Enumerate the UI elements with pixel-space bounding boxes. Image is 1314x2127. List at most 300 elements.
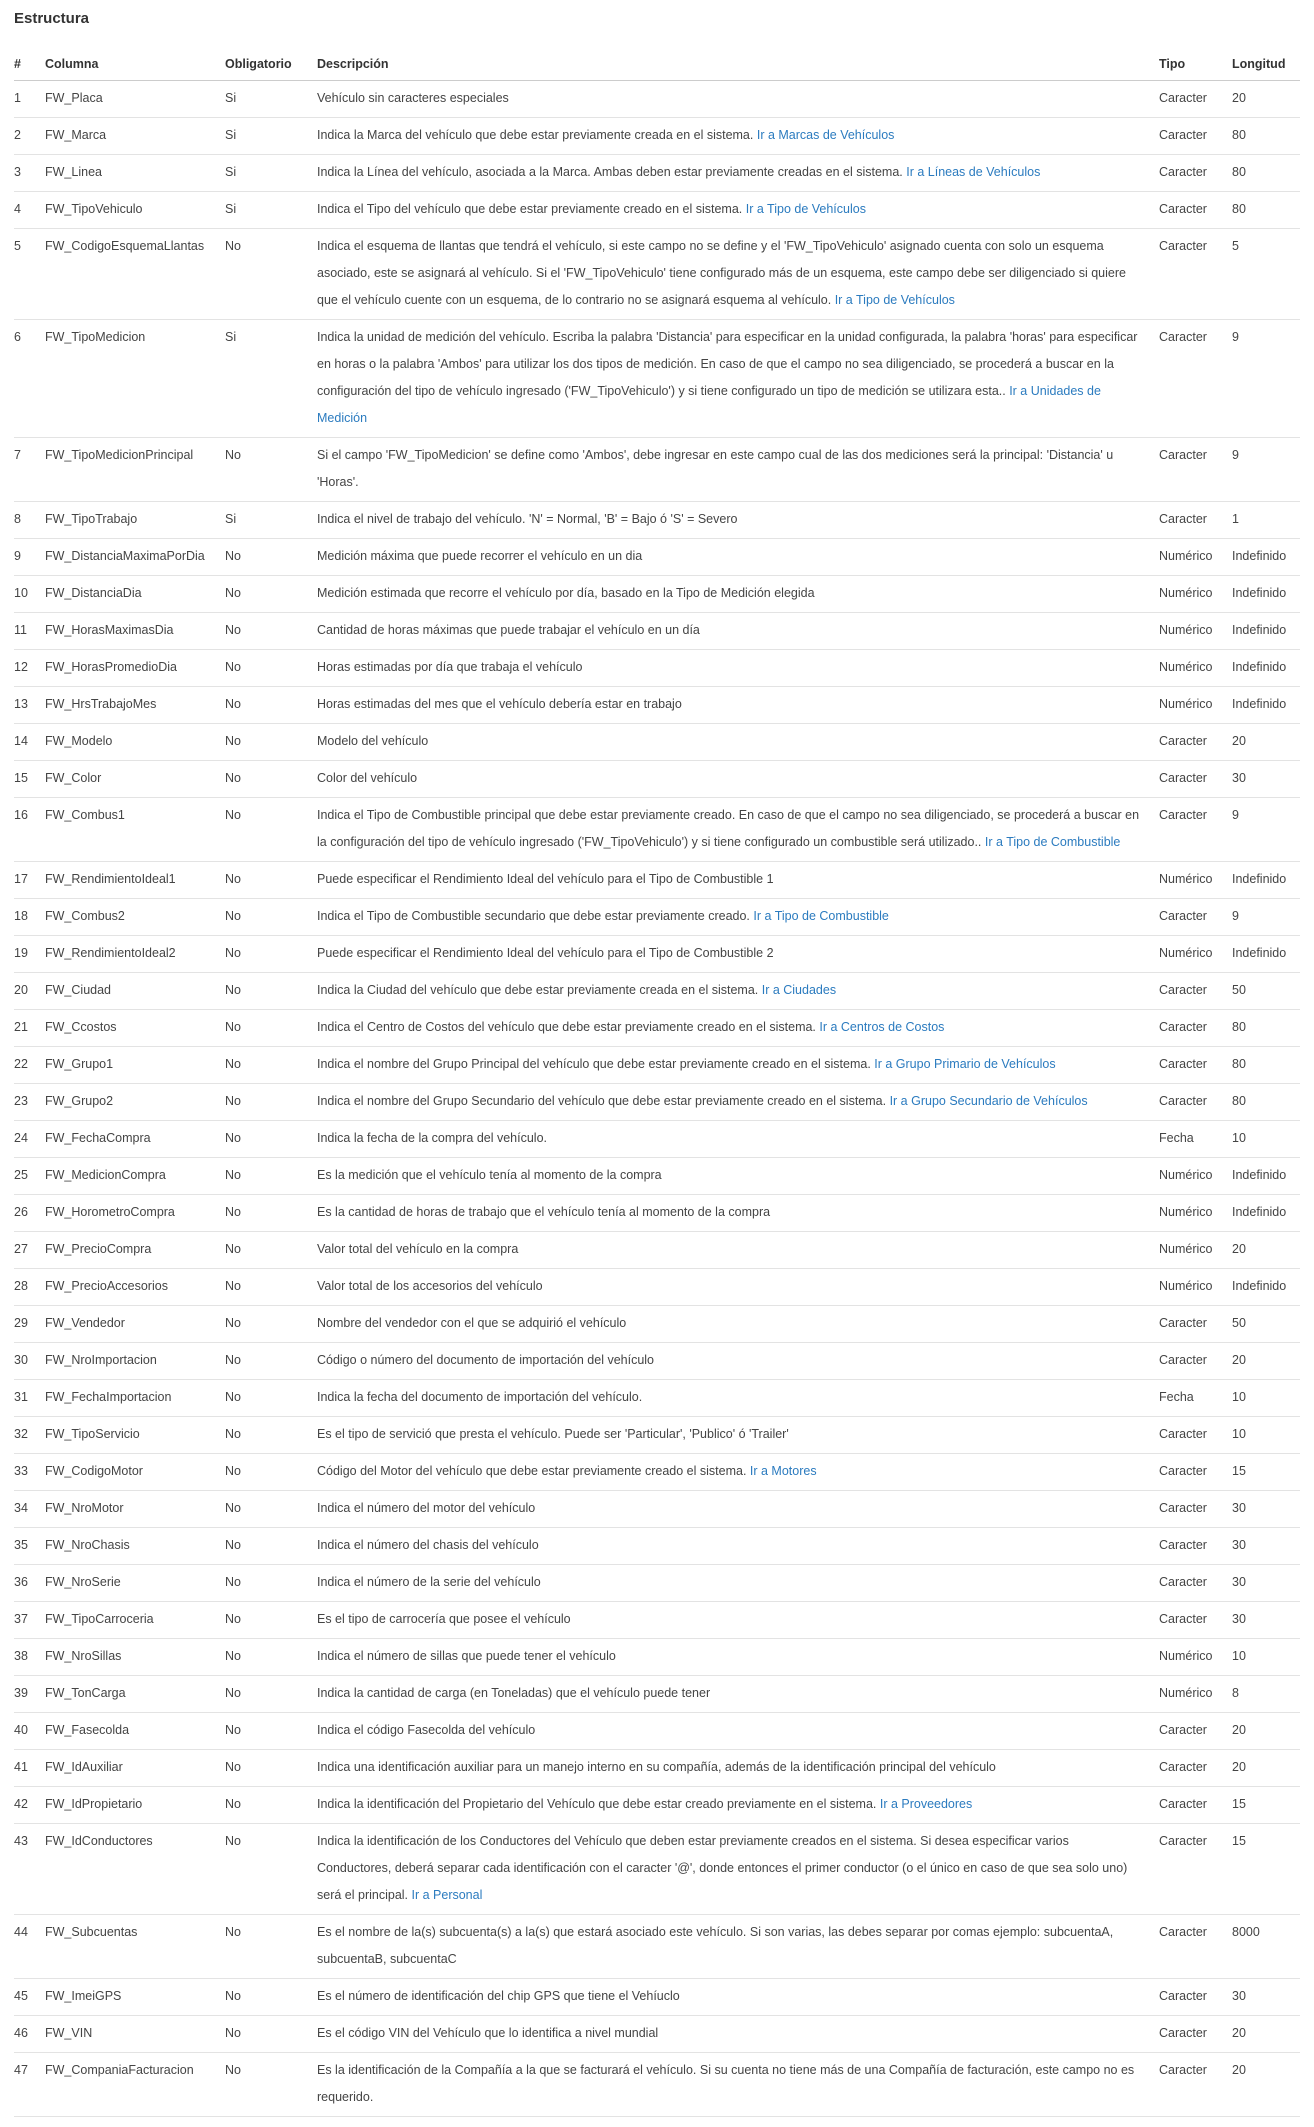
type-cell: Numérico [1159, 1158, 1232, 1195]
column-name-cell: FW_Color [45, 761, 225, 798]
length-cell: 20 [1232, 1713, 1300, 1750]
table-row [14, 539, 1300, 576]
description-text: Indica el Centro de Costos del vehículo que debe estar previamente creado en el sistema. [317, 1020, 820, 1034]
column-name-cell: FW_IdPropietario [45, 1787, 225, 1824]
row-number-cell: 34 [14, 1491, 45, 1528]
column-name-cell: FW_TipoVehiculo [45, 192, 225, 229]
description-text: Indica la Marca del vehículo que debe estar previamente creada en el sistema. [317, 128, 757, 142]
description-cell [317, 539, 1159, 576]
table-row [14, 1565, 1300, 1602]
table-row [14, 1824, 1300, 1915]
row-number-cell: 18 [14, 899, 45, 936]
type-cell: Caracter [1159, 1306, 1232, 1343]
table-row [14, 576, 1300, 613]
required-cell: No [225, 724, 317, 761]
row-number-cell: 28 [14, 1269, 45, 1306]
length-cell: Indefinido [1232, 576, 1300, 613]
row-number-cell: 13 [14, 687, 45, 724]
required-cell: No [225, 1787, 317, 1824]
type-cell: Caracter [1159, 320, 1232, 438]
length-cell: Indefinido [1232, 862, 1300, 899]
table-row [14, 1195, 1300, 1232]
description-link[interactable]: Ir a Motores [749, 1464, 817, 1478]
type-cell: Caracter [1159, 1417, 1232, 1454]
column-name-cell: FW_Modelo [45, 724, 225, 761]
length-cell: 15 [1232, 1454, 1300, 1491]
type-cell: Caracter [1159, 798, 1232, 862]
column-name-cell: FW_NroSerie [45, 1565, 225, 1602]
description-text: Si el campo 'FW_TipoMedicion' se define como 'Ambos', debe ingresar en este campo cual de las dos mediciones será la principal: 'Distancia' u 'Horas'. [317, 448, 1114, 489]
row-number-cell: 9 [14, 539, 45, 576]
description-text: Indica la unidad de medición del vehículo. Escriba la palabra 'Distancia' para especificar en la unidad configurada, la palabra 'horas' para especificar en horas o la palabra 'Ambos' para utilizar los dos tipos de medición. En caso de que el campo no sea diligenciado, se procederá a buscar en la configuración del tipo de vehículo ingresado ('FW_TipoVehiculo') y si tiene configurado un tipo de medición se utilizara esta.. [317, 330, 1138, 398]
length-cell: 8000 [1232, 1915, 1300, 1979]
description-text: Indica el nivel de trabajo del vehículo. 'N' = Normal, 'B' = Bajo ó 'S' = Severo [317, 512, 738, 526]
description-text: Indica la identificación del Propietario del Vehículo que debe estar creado previamente en el sistema. [317, 1797, 880, 1811]
column-name-cell: FW_CodigoEsquemaLlantas [45, 229, 225, 320]
table-row [14, 2016, 1300, 2053]
row-number-cell: 39 [14, 1676, 45, 1713]
table-row [14, 502, 1300, 539]
required-cell: No [225, 1380, 317, 1417]
length-cell: 30 [1232, 1565, 1300, 1602]
description-cell [317, 1565, 1159, 1602]
required-cell: No [225, 1232, 317, 1269]
description-text: Vehículo sin caracteres especiales [317, 91, 509, 105]
required-cell: No [225, 798, 317, 862]
description-text: Indica la Ciudad del vehículo que debe estar previamente creada en el sistema. [317, 983, 762, 997]
description-cell [317, 1713, 1159, 1750]
table-row [14, 1787, 1300, 1824]
required-cell: No [225, 761, 317, 798]
description-text: Puede especificar el Rendimiento Ideal del vehículo para el Tipo de Combustible 1 [317, 872, 774, 886]
description-cell [317, 320, 1159, 438]
description-cell [317, 229, 1159, 320]
description-text: Indica el número del chasis del vehículo [317, 1538, 539, 1552]
description-cell [317, 155, 1159, 192]
table-row [14, 155, 1300, 192]
column-header-descripcion: Descripción [317, 53, 1159, 81]
column-name-cell: FW_TipoMedicion [45, 320, 225, 438]
description-cell [317, 502, 1159, 539]
description-text: Indica la cantidad de carga (en Toneladas) que el vehículo puede tener [317, 1686, 711, 1700]
row-number-cell: 10 [14, 576, 45, 613]
required-cell: No [225, 1676, 317, 1713]
row-number-cell: 5 [14, 229, 45, 320]
row-number-cell: 30 [14, 1343, 45, 1380]
row-number-cell: 46 [14, 2016, 45, 2053]
type-cell: Numérico [1159, 539, 1232, 576]
row-number-cell: 1 [14, 81, 45, 118]
type-cell: Caracter [1159, 1343, 1232, 1380]
description-link[interactable]: Ir a Tipo de Vehículos [745, 202, 866, 216]
column-header-longitud: Longitud [1232, 53, 1300, 81]
length-cell: 10 [1232, 1121, 1300, 1158]
description-cell [317, 862, 1159, 899]
description-cell [317, 1454, 1159, 1491]
required-cell: No [225, 1047, 317, 1084]
description-link[interactable]: Ir a Ciudades [761, 983, 837, 997]
table-row [14, 118, 1300, 155]
length-cell: 30 [1232, 1979, 1300, 2016]
length-cell: 9 [1232, 438, 1300, 502]
description-cell [317, 2016, 1159, 2053]
required-cell: No [225, 1010, 317, 1047]
row-number-cell: 44 [14, 1915, 45, 1979]
description-cell [317, 1915, 1159, 1979]
row-number-cell: 16 [14, 798, 45, 862]
description-cell [317, 724, 1159, 761]
length-cell: 9 [1232, 798, 1300, 862]
column-name-cell: FW_Grupo2 [45, 1084, 225, 1121]
description-text: Código o número del documento de importación del vehículo [317, 1353, 655, 1367]
description-cell [317, 687, 1159, 724]
required-cell: No [225, 1417, 317, 1454]
row-number-cell: 41 [14, 1750, 45, 1787]
column-name-cell: FW_ImeiGPS [45, 1979, 225, 2016]
length-cell: 9 [1232, 899, 1300, 936]
description-text: Nombre del vendedor con el que se adquirió el vehículo [317, 1316, 627, 1330]
row-number-cell: 31 [14, 1380, 45, 1417]
description-cell [317, 613, 1159, 650]
table-row [14, 724, 1300, 761]
description-cell [317, 1676, 1159, 1713]
required-cell: No [225, 1713, 317, 1750]
row-number-cell: 25 [14, 1158, 45, 1195]
required-cell: No [225, 1195, 317, 1232]
length-cell: 30 [1232, 1491, 1300, 1528]
required-cell: No [225, 1121, 317, 1158]
table-row [14, 1639, 1300, 1676]
description-cell [317, 1269, 1159, 1306]
row-number-cell: 2 [14, 118, 45, 155]
description-text: Es la cantidad de horas de trabajo que el vehículo tenía al momento de la compra [317, 1205, 771, 1219]
required-cell: Si [225, 118, 317, 155]
row-number-cell: 7 [14, 438, 45, 502]
column-name-cell: FW_IdAuxiliar [45, 1750, 225, 1787]
description-cell [317, 1602, 1159, 1639]
column-name-cell: FW_NroChasis [45, 1528, 225, 1565]
type-cell: Caracter [1159, 899, 1232, 936]
length-cell: 30 [1232, 1528, 1300, 1565]
column-header-number: # [14, 53, 45, 81]
row-number-cell: 37 [14, 1602, 45, 1639]
type-cell: Caracter [1159, 1454, 1232, 1491]
column-name-cell: FW_Fasecolda [45, 1713, 225, 1750]
row-number-cell: 38 [14, 1639, 45, 1676]
description-link[interactable]: Ir a Tipo de Vehículos [834, 293, 955, 307]
required-cell: No [225, 1528, 317, 1565]
required-cell: No [225, 1639, 317, 1676]
row-number-cell: 43 [14, 1824, 45, 1915]
description-text: Es el número de identificación del chip GPS que tiene el Vehíuclo [317, 1989, 680, 2003]
description-cell [317, 1306, 1159, 1343]
required-cell: No [225, 1269, 317, 1306]
description-text: Indica una identificación auxiliar para un manejo interno en su compañía, además de la identificación principal del vehículo [317, 1760, 996, 1774]
table-row [14, 798, 1300, 862]
type-cell: Fecha [1159, 1121, 1232, 1158]
column-name-cell: FW_Combus2 [45, 899, 225, 936]
table-row [14, 862, 1300, 899]
description-link[interactable]: Ir a Líneas de Vehículos [906, 165, 1041, 179]
column-name-cell: FW_PrecioAccesorios [45, 1269, 225, 1306]
description-text: Es el código VIN del Vehículo que lo identifica a nivel mundial [317, 2026, 659, 2040]
column-name-cell: FW_RendimientoIdeal2 [45, 936, 225, 973]
type-cell: Caracter [1159, 438, 1232, 502]
description-cell [317, 1824, 1159, 1915]
type-cell: Caracter [1159, 2053, 1232, 2117]
required-cell: No [225, 2053, 317, 2117]
required-cell: No [225, 2016, 317, 2053]
table-row [14, 650, 1300, 687]
description-link[interactable]: Ir a Centros de Costos [819, 1020, 945, 1034]
page-title: Estructura [14, 10, 90, 27]
type-cell: Numérico [1159, 1269, 1232, 1306]
required-cell: No [225, 1565, 317, 1602]
length-cell: 20 [1232, 1750, 1300, 1787]
description-text: Valor total de los accesorios del vehículo [317, 1279, 543, 1293]
description-cell [317, 1639, 1159, 1676]
table-row [14, 1010, 1300, 1047]
required-cell: No [225, 899, 317, 936]
column-name-cell: FW_RendimientoIdeal1 [45, 862, 225, 899]
length-cell: 30 [1232, 761, 1300, 798]
description-link[interactable]: Ir a Personal [411, 1888, 483, 1902]
description-cell [317, 1232, 1159, 1269]
description-text: Es la medición que el vehículo tenía al momento de la compra [317, 1168, 662, 1182]
table-row [14, 81, 1300, 118]
row-number-cell: 35 [14, 1528, 45, 1565]
row-number-cell: 11 [14, 613, 45, 650]
table-row [14, 1676, 1300, 1713]
required-cell: Si [225, 155, 317, 192]
row-number-cell: 45 [14, 1979, 45, 2016]
table-row [14, 687, 1300, 724]
description-text: Valor total del vehículo en la compra [317, 1242, 519, 1256]
column-name-cell: FW_HorometroCompra [45, 1195, 225, 1232]
table-row [14, 229, 1300, 320]
table-header [14, 53, 1300, 81]
description-cell [317, 1343, 1159, 1380]
description-cell [317, 192, 1159, 229]
row-number-cell: 15 [14, 761, 45, 798]
type-cell: Caracter [1159, 1528, 1232, 1565]
required-cell: Si [225, 320, 317, 438]
column-name-cell: FW_Linea [45, 155, 225, 192]
length-cell: 30 [1232, 1602, 1300, 1639]
required-cell: No [225, 1915, 317, 1979]
column-name-cell: FW_Ccostos [45, 1010, 225, 1047]
required-cell: No [225, 650, 317, 687]
length-cell: Indefinido [1232, 1195, 1300, 1232]
table-row [14, 2053, 1300, 2117]
column-name-cell: FW_PrecioCompra [45, 1232, 225, 1269]
type-cell: Caracter [1159, 1602, 1232, 1639]
description-text: Indica el número de sillas que puede tener el vehículo [317, 1649, 616, 1663]
required-cell: No [225, 1306, 317, 1343]
description-cell [317, 1979, 1159, 2016]
column-name-cell: FW_TonCarga [45, 1676, 225, 1713]
row-number-cell: 19 [14, 936, 45, 973]
required-cell: No [225, 1824, 317, 1915]
length-cell: Indefinido [1232, 1158, 1300, 1195]
table-row [14, 1915, 1300, 1979]
description-text: Modelo del vehículo [317, 734, 429, 748]
column-name-cell: FW_FechaImportacion [45, 1380, 225, 1417]
row-number-cell: 36 [14, 1565, 45, 1602]
type-cell: Caracter [1159, 1787, 1232, 1824]
description-cell [317, 1010, 1159, 1047]
description-cell [317, 1528, 1159, 1565]
description-text: Indica el nombre del Grupo Secundario del vehículo que debe estar previamente creado en el sistema. [317, 1094, 890, 1108]
type-cell: Caracter [1159, 973, 1232, 1010]
type-cell: Numérico [1159, 613, 1232, 650]
column-name-cell: FW_Vendedor [45, 1306, 225, 1343]
type-cell: Caracter [1159, 1565, 1232, 1602]
required-cell: No [225, 539, 317, 576]
required-cell: No [225, 936, 317, 973]
type-cell: Caracter [1159, 1084, 1232, 1121]
required-cell: No [225, 613, 317, 650]
description-text: Indica la fecha del documento de importación del vehículo. [317, 1390, 643, 1404]
length-cell: 1 [1232, 502, 1300, 539]
column-name-cell: FW_FechaCompra [45, 1121, 225, 1158]
description-link[interactable]: Ir a Unidades de Medición [317, 384, 1101, 425]
length-cell: 5 [1232, 229, 1300, 320]
table-row [14, 1158, 1300, 1195]
required-cell: No [225, 1343, 317, 1380]
description-link[interactable]: Ir a Proveedores [879, 1797, 973, 1811]
length-cell: 80 [1232, 192, 1300, 229]
description-text: Indica el esquema de llantas que tendrá el vehículo, si este campo no se define y el 'FW_TipoVehiculo' asignado cuenta con solo un esquema asociado, este se asignará al vehículo. Si el 'FW_TipoVehiculo' tiene configurado más de un esquema, este campo debe ser diligenciado si quiere que el vehículo cuente con un esquema, de lo contrario no se asignará esquema al vehículo. [317, 239, 1126, 307]
row-number-cell: 24 [14, 1121, 45, 1158]
row-number-cell: 27 [14, 1232, 45, 1269]
type-cell: Numérico [1159, 650, 1232, 687]
description-cell [317, 650, 1159, 687]
table-row [14, 1380, 1300, 1417]
table-header-row [14, 53, 1300, 81]
type-cell: Caracter [1159, 229, 1232, 320]
description-text: Indica el Tipo de Combustible secundario que debe estar previamente creado. [317, 909, 754, 923]
table-row [14, 1343, 1300, 1380]
length-cell: 15 [1232, 1787, 1300, 1824]
table-row [14, 1306, 1300, 1343]
length-cell: 9 [1232, 320, 1300, 438]
description-link[interactable]: Ir a Grupo Secundario de Vehículos [889, 1094, 1088, 1108]
length-cell: 15 [1232, 1824, 1300, 1915]
description-cell [317, 1787, 1159, 1824]
row-number-cell: 40 [14, 1713, 45, 1750]
description-link[interactable]: Ir a Grupo Primario de Vehículos [874, 1057, 1056, 1071]
length-cell: 80 [1232, 155, 1300, 192]
table-row [14, 320, 1300, 438]
required-cell: No [225, 438, 317, 502]
type-cell: Caracter [1159, 1979, 1232, 2016]
description-cell [317, 576, 1159, 613]
description-link[interactable]: Ir a Tipo de Combustible [984, 835, 1121, 849]
required-cell: Si [225, 192, 317, 229]
column-name-cell: FW_CompaniaFacturacion [45, 2053, 225, 2117]
column-name-cell: FW_VIN [45, 2016, 225, 2053]
required-cell: No [225, 973, 317, 1010]
table-row [14, 1713, 1300, 1750]
row-number-cell: 3 [14, 155, 45, 192]
description-cell [317, 1158, 1159, 1195]
type-cell: Caracter [1159, 155, 1232, 192]
type-cell: Caracter [1159, 1915, 1232, 1979]
required-cell: No [225, 1454, 317, 1491]
description-text: Medición estimada que recorre el vehículo por día, basado en la Tipo de Medición elegida [317, 586, 815, 600]
column-name-cell: FW_TipoServicio [45, 1417, 225, 1454]
table-row [14, 899, 1300, 936]
length-cell: 10 [1232, 1380, 1300, 1417]
required-cell: No [225, 576, 317, 613]
description-text: Es el nombre de la(s) subcuenta(s) a la(s) que estará asociado este vehículo. Si son varias, las debes separar por comas ejemplo: subcuentaA, subcuentaB, subcuentaC [317, 1925, 1114, 1966]
table-row [14, 1417, 1300, 1454]
description-cell [317, 936, 1159, 973]
length-cell: 80 [1232, 1010, 1300, 1047]
length-cell: 20 [1232, 81, 1300, 118]
column-header-tipo: Tipo [1159, 53, 1232, 81]
row-number-cell: 22 [14, 1047, 45, 1084]
description-cell [317, 1195, 1159, 1232]
row-number-cell: 6 [14, 320, 45, 438]
description-text: Color del vehículo [317, 771, 418, 785]
row-number-cell: 26 [14, 1195, 45, 1232]
type-cell: Numérico [1159, 936, 1232, 973]
length-cell: 10 [1232, 1639, 1300, 1676]
description-link[interactable]: Ir a Tipo de Combustible [753, 909, 889, 923]
column-name-cell: FW_Ciudad [45, 973, 225, 1010]
description-text: Código del Motor del vehículo que debe estar previamente creado el sistema. [317, 1464, 750, 1478]
table-row [14, 1979, 1300, 2016]
length-cell: Indefinido [1232, 1269, 1300, 1306]
description-cell [317, 81, 1159, 118]
type-cell: Caracter [1159, 1491, 1232, 1528]
type-cell: Numérico [1159, 1639, 1232, 1676]
description-text: Cantidad de horas máximas que puede trabajar el vehículo en un día [317, 623, 700, 637]
table-row [14, 613, 1300, 650]
row-number-cell: 21 [14, 1010, 45, 1047]
required-cell: No [225, 1491, 317, 1528]
length-cell: 50 [1232, 973, 1300, 1010]
column-name-cell: FW_HorasMaximasDia [45, 613, 225, 650]
table-row [14, 761, 1300, 798]
table-row [14, 438, 1300, 502]
type-cell: Caracter [1159, 502, 1232, 539]
table-row [14, 936, 1300, 973]
description-text: Es el tipo de servició que presta el vehículo. Puede ser 'Particular', 'Publico' ó 'Trailer' [317, 1427, 789, 1441]
description-link[interactable]: Ir a Marcas de Vehículos [756, 128, 895, 142]
column-name-cell: FW_IdConductores [45, 1824, 225, 1915]
length-cell: 80 [1232, 1047, 1300, 1084]
column-name-cell: FW_HrsTrabajoMes [45, 687, 225, 724]
table-row [14, 192, 1300, 229]
required-cell: No [225, 1084, 317, 1121]
description-cell [317, 973, 1159, 1010]
column-name-cell: FW_Grupo1 [45, 1047, 225, 1084]
description-text: Indica la Línea del vehículo, asociada a la Marca. Ambas deben estar previamente creadas en el sistema. [317, 165, 907, 179]
type-cell: Caracter [1159, 1824, 1232, 1915]
row-number-cell: 8 [14, 502, 45, 539]
length-cell: 80 [1232, 118, 1300, 155]
table-row [14, 1232, 1300, 1269]
length-cell: 20 [1232, 2016, 1300, 2053]
description-text: Indica el código Fasecolda del vehículo [317, 1723, 536, 1737]
description-cell [317, 2053, 1159, 2117]
length-cell: Indefinido [1232, 687, 1300, 724]
description-text: Es la identificación de la Compañía a la que se facturará el vehículo. Si su cuenta no tiene más de una Compañía de facturación, este campo no es requerido. [317, 2063, 1135, 2104]
required-cell: No [225, 1158, 317, 1195]
